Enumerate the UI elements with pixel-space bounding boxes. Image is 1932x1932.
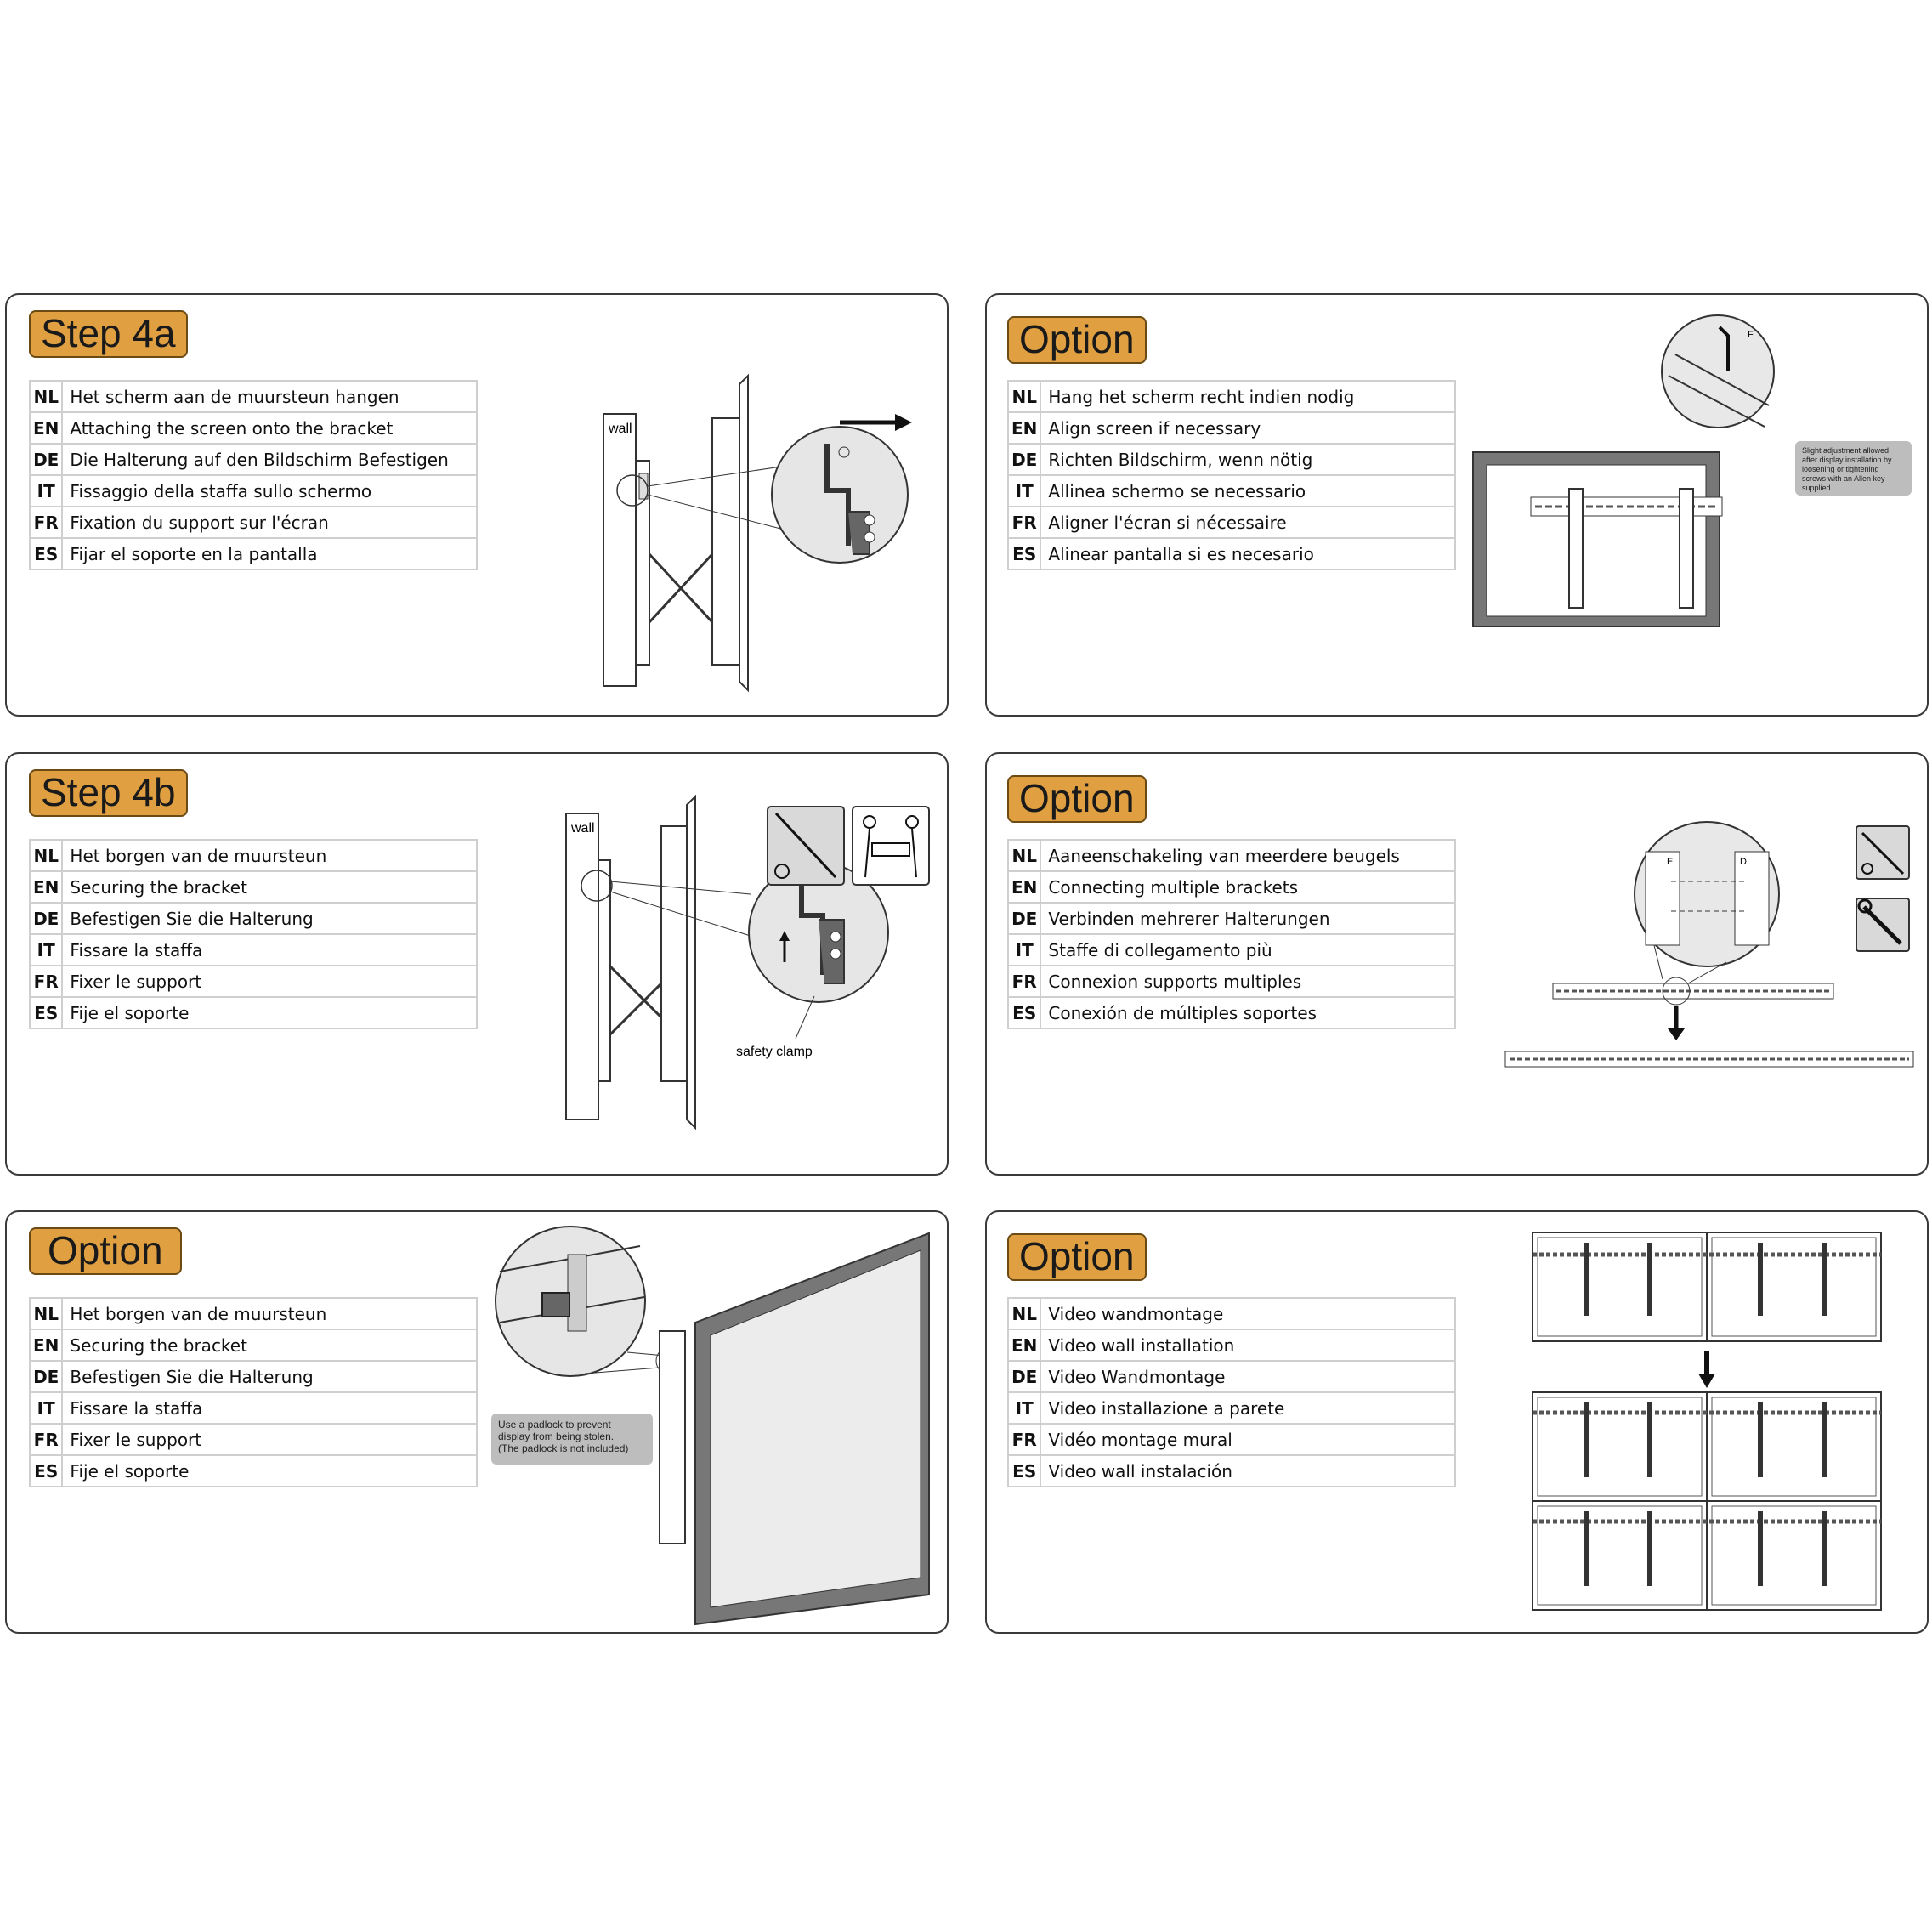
lang-code: EN xyxy=(1008,1329,1040,1361)
lang-code: IT xyxy=(1008,1392,1040,1424)
safety-clamp-illustration xyxy=(559,788,942,1162)
table-row xyxy=(1008,381,1455,412)
table-row xyxy=(1008,903,1455,934)
table-row xyxy=(1008,412,1455,444)
table-row xyxy=(1008,840,1455,871)
padlock-note-line: (The padlock is not included) xyxy=(498,1442,629,1454)
lang-code: IT xyxy=(1008,934,1040,966)
lang-code: FR xyxy=(30,507,62,538)
lang-code: NL xyxy=(30,381,62,412)
lang-code: DE xyxy=(1008,1361,1040,1392)
instruction-text: Befestigen Sie die Halterung xyxy=(62,1361,477,1392)
padlock-note-line: display from being stolen. xyxy=(498,1431,615,1442)
lang-code: NL xyxy=(1008,1298,1040,1329)
instruction-table xyxy=(29,839,478,1029)
instruction-text: Die Halterung auf den Bildschirm Befestigen xyxy=(62,444,477,475)
wall-row-bottom xyxy=(1533,1501,1881,1610)
table-row xyxy=(30,412,477,444)
table-row xyxy=(1008,871,1455,903)
instruction-text: Fissaggio della staffa sullo schermo xyxy=(62,475,477,507)
instruction-text: Fije el soporte xyxy=(62,997,477,1028)
instruction-text: Vidéo montage mural xyxy=(1040,1424,1455,1455)
table-row xyxy=(30,507,477,538)
lang-code: IT xyxy=(1008,475,1040,507)
instruction-text: Video wall instalación xyxy=(1040,1455,1455,1487)
option-badge: Option xyxy=(1007,775,1147,823)
option-badge: Option xyxy=(1007,1233,1147,1281)
instruction-table xyxy=(1007,380,1456,570)
instruction-text: Aaneenschakeling van meerdere beugels xyxy=(1040,840,1455,871)
instruction-text: Connexion supports multiples xyxy=(1040,966,1455,997)
instruction-text: Video installazione a parete xyxy=(1040,1392,1455,1424)
table-row xyxy=(30,381,477,412)
lang-code: NL xyxy=(1008,840,1040,871)
lang-code: ES xyxy=(1008,538,1040,569)
table-row xyxy=(1008,966,1455,997)
instruction-text: Fijar el soporte en la pantalla xyxy=(62,538,477,569)
instruction-text: Hang het scherm recht indien nodig xyxy=(1040,381,1455,412)
lang-code: DE xyxy=(30,903,62,934)
instruction-text: Het borgen van de muursteun xyxy=(62,840,477,871)
panel-option-align xyxy=(985,293,1929,717)
lang-code: EN xyxy=(30,412,62,444)
video-wall-illustration xyxy=(1531,1231,1888,1613)
table-row xyxy=(30,903,477,934)
table-row xyxy=(30,1329,477,1361)
instruction-text: Securing the bracket xyxy=(62,871,477,903)
part-d-label: D xyxy=(1740,857,1747,867)
lang-code: FR xyxy=(1008,966,1040,997)
table-row xyxy=(1008,1329,1455,1361)
instruction-table xyxy=(29,1297,478,1487)
instruction-text: Conexión de múltiples soportes xyxy=(1040,997,1455,1028)
table-row xyxy=(1008,1361,1455,1392)
instruction-text: Befestigen Sie die Halterung xyxy=(62,903,477,934)
lang-code: DE xyxy=(1008,903,1040,934)
lang-code: ES xyxy=(30,538,62,569)
table-row xyxy=(30,966,477,997)
table-row xyxy=(30,1361,477,1392)
lang-code: NL xyxy=(1008,381,1040,412)
table-row xyxy=(1008,444,1455,475)
panel-option-connect xyxy=(985,752,1929,1176)
option-badge: Option xyxy=(29,1227,182,1275)
screen-bracket-illustration xyxy=(1471,312,1786,635)
lang-code: FR xyxy=(30,966,62,997)
lang-code: EN xyxy=(30,1329,62,1361)
panel-step-4a xyxy=(5,293,949,717)
part-f-label: F xyxy=(1748,330,1754,340)
table-row xyxy=(1008,538,1455,569)
table-row xyxy=(30,840,477,871)
padlock-note-line: Use a padlock to prevent xyxy=(498,1419,611,1431)
instruction-text: Fissare la staffa xyxy=(62,934,477,966)
panel-option-padlock xyxy=(5,1210,949,1634)
mount-side-illustration xyxy=(593,342,933,699)
instruction-table xyxy=(1007,839,1456,1029)
table-row xyxy=(1008,1424,1455,1455)
table-row xyxy=(30,871,477,903)
lang-code: DE xyxy=(30,444,62,475)
lang-code: FR xyxy=(30,1424,62,1455)
lang-code: EN xyxy=(1008,412,1040,444)
table-row xyxy=(30,1392,477,1424)
lang-code: FR xyxy=(1008,1424,1040,1455)
wall-label: wall xyxy=(571,821,595,836)
lang-code: DE xyxy=(1008,444,1040,475)
instruction-text: Het scherm aan de muursteun hangen xyxy=(62,381,477,412)
lang-code: ES xyxy=(1008,1455,1040,1487)
table-row xyxy=(1008,1392,1455,1424)
table-row xyxy=(30,934,477,966)
instruction-text: Aligner l'écran si nécessaire xyxy=(1040,507,1455,538)
table-row xyxy=(30,1298,477,1329)
instruction-text: Video wall installation xyxy=(1040,1329,1455,1361)
table-row xyxy=(30,997,477,1028)
panel-option-video-wall xyxy=(985,1210,1929,1634)
table-row xyxy=(30,1455,477,1487)
instruction-text: Fixer le support xyxy=(62,1424,477,1455)
table-row xyxy=(30,475,477,507)
lang-code: IT xyxy=(30,475,62,507)
table-row xyxy=(30,444,477,475)
panel-step-4b xyxy=(5,752,949,1176)
instruction-text: Connecting multiple brackets xyxy=(1040,871,1455,903)
step-badge: Step 4a xyxy=(29,310,188,358)
part-e-label: E xyxy=(1667,857,1674,867)
table-row xyxy=(1008,475,1455,507)
instruction-text: Verbinden mehrerer Halterungen xyxy=(1040,903,1455,934)
table-row xyxy=(1008,1455,1455,1487)
instruction-text: Richten Bildschirm, wenn nötig xyxy=(1040,444,1455,475)
table-row xyxy=(30,1424,477,1455)
lang-code: ES xyxy=(1008,997,1040,1028)
safety-clamp-label: safety clamp xyxy=(736,1045,813,1059)
wall-row-top xyxy=(1533,1232,1881,1341)
wall-label: wall xyxy=(609,422,632,436)
lang-code: ES xyxy=(30,1455,62,1487)
lang-code: ES xyxy=(30,997,62,1028)
instruction-text: Het borgen van de muursteun xyxy=(62,1298,477,1329)
lang-code: EN xyxy=(30,871,62,903)
adjustment-note: Slight adjustment allowed after display installation by loosening or tightening screws with an Allen key supplied. xyxy=(1795,441,1912,496)
table-row xyxy=(1008,1298,1455,1329)
instruction-text: Fissare la staffa xyxy=(62,1392,477,1424)
instruction-text: Securing the bracket xyxy=(62,1329,477,1361)
instruction-text: Align screen if necessary xyxy=(1040,412,1455,444)
lang-code: IT xyxy=(30,1392,62,1424)
connect-brackets-illustration xyxy=(1480,818,1922,1158)
instruction-text: Alinear pantalla si es necesario xyxy=(1040,538,1455,569)
instruction-text: Fije el soporte xyxy=(62,1455,477,1487)
table-row xyxy=(1008,507,1455,538)
option-badge: Option xyxy=(1007,316,1147,364)
lang-code: IT xyxy=(30,934,62,966)
instruction-text: Video Wandmontage xyxy=(1040,1361,1455,1392)
instruction-text: Video wandmontage xyxy=(1040,1298,1455,1329)
table-row xyxy=(1008,997,1455,1028)
table-row xyxy=(1008,934,1455,966)
instruction-table xyxy=(29,380,478,570)
wall-row-middle xyxy=(1533,1392,1881,1501)
table-row xyxy=(30,538,477,569)
step-badge: Step 4b xyxy=(29,769,188,817)
lang-code: DE xyxy=(30,1361,62,1392)
instruction-text: Attaching the screen onto the bracket xyxy=(62,412,477,444)
padlock-note xyxy=(491,1414,653,1465)
instruction-table xyxy=(1007,1297,1456,1487)
lang-code: NL xyxy=(30,1298,62,1329)
instruction-text: Staffe di collegamento più xyxy=(1040,934,1455,966)
instruction-text: Fixer le support xyxy=(62,966,477,997)
lang-code: EN xyxy=(1008,871,1040,903)
instruction-text: Fixation du support sur l'écran xyxy=(62,507,477,538)
lang-code: NL xyxy=(30,840,62,871)
instruction-text: Allinea schermo se necessario xyxy=(1040,475,1455,507)
lang-code: FR xyxy=(1008,507,1040,538)
